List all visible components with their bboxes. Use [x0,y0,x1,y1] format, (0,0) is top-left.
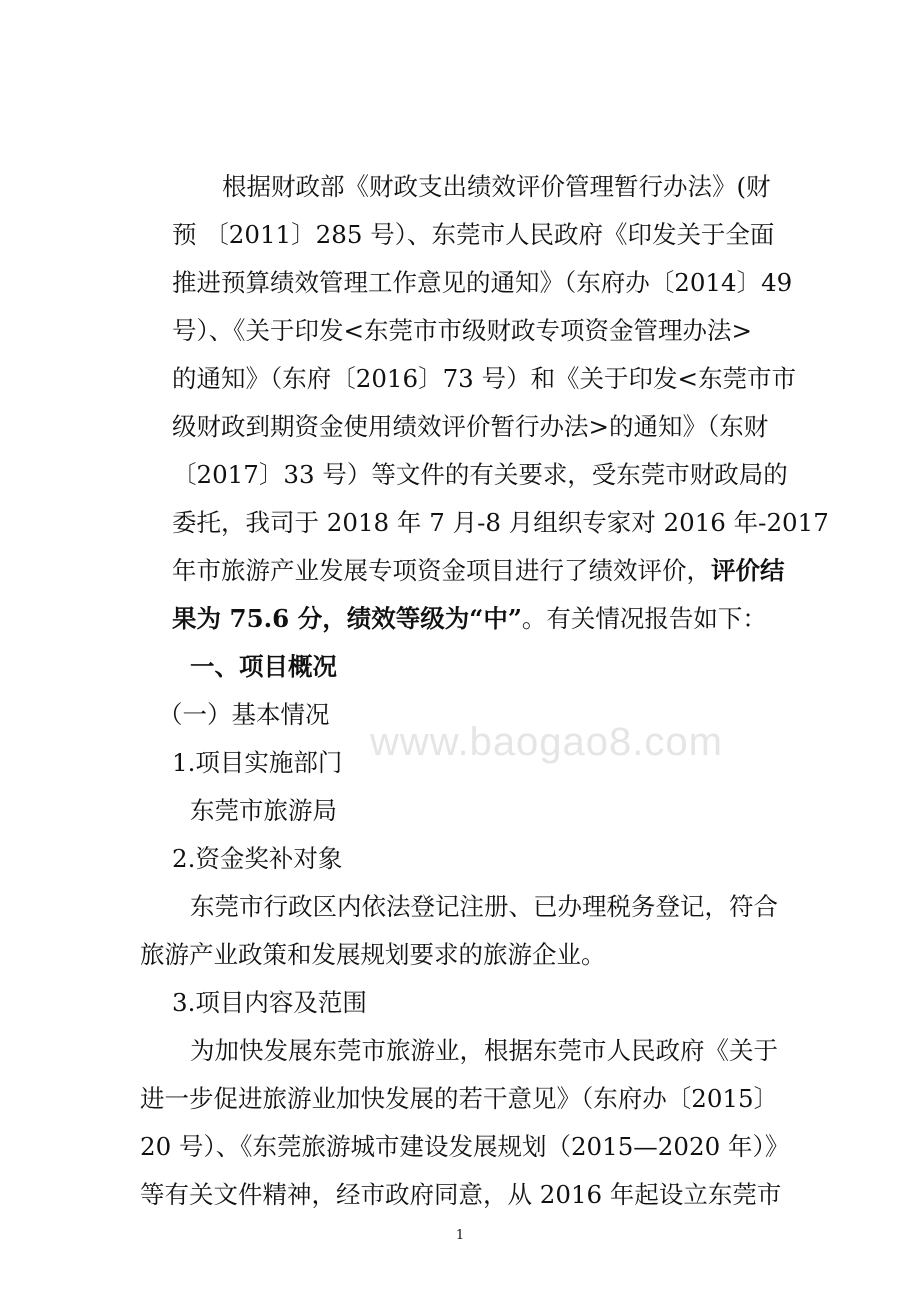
page-number: 1 [455,1228,465,1243]
paragraph-text: 年市旅游产业发展专项资金项目进行了绩效评价， [172,556,711,585]
item-text: 旅游产业政策和发展规划要求的旅游企业。 [140,940,606,969]
paragraph-line [172,549,785,593]
subsection-heading: （一）基本情况 [158,700,330,729]
item-text: 为加快发展东莞市旅游业，根据东莞市人民政府《关于 [190,1036,778,1065]
item-text: 东莞市行政区内依法登记注册、已办理税务登记，符合 [190,892,778,921]
item-text: 东莞市旅游局 [190,796,337,825]
item-heading: 1.项目实施部门 [172,748,343,777]
evaluation-result-text: 评价结 [711,556,785,585]
item-heading: 2.资金奖补对象 [172,844,343,873]
paragraph-line: 级财政到期资金使用绩效评价暂行办法>的通知》（东财 [172,412,769,441]
paragraph-text: 。有关情况报告如下： [521,604,767,633]
paragraph-line: 〔2017〕33 号）等文件的有关要求，受东莞市财政局的 [172,460,788,489]
item-text: 进一步促进旅游业加快发展的若干意见》（东府办〔2015〕 [140,1084,779,1113]
paragraph-line: 根据财政部《财政支出绩效评价管理暂行办法》(财 [222,172,771,201]
evaluation-result-text: 果为 75.6 分，绩效等级为“中” [172,604,522,633]
item-text: 20 号）、《东莞旅游城市建设发展规划（2015—2020 年）》 [140,1132,790,1161]
item-heading: 3.项目内容及范围 [172,988,367,1017]
watermark: www.baogao8.com [370,720,723,764]
paragraph-line [172,597,767,641]
item-text: 等有关文件精神，经市政府同意，从 2016 年起设立东莞市 [140,1180,782,1209]
paragraph-line: 预 〔2011〕285 号）、东莞市人民政府《印发关于全面 [172,220,775,249]
paragraph-line: 的通知》（东府〔2016〕73 号）和《关于印发<东莞市市 [172,364,797,393]
paragraph-line: 号）、《关于印发<东莞市市级财政专项资金管理办法> [172,316,753,345]
paragraph-line: 推进预算绩效管理工作意见的通知》（东府办〔2014〕49 [172,268,793,297]
section-heading: 一、项目概况 [190,652,337,681]
paragraph-line: 委托，我司于 2018 年 7 月-8 月组织专家对 2016 年-2017 [172,508,829,537]
